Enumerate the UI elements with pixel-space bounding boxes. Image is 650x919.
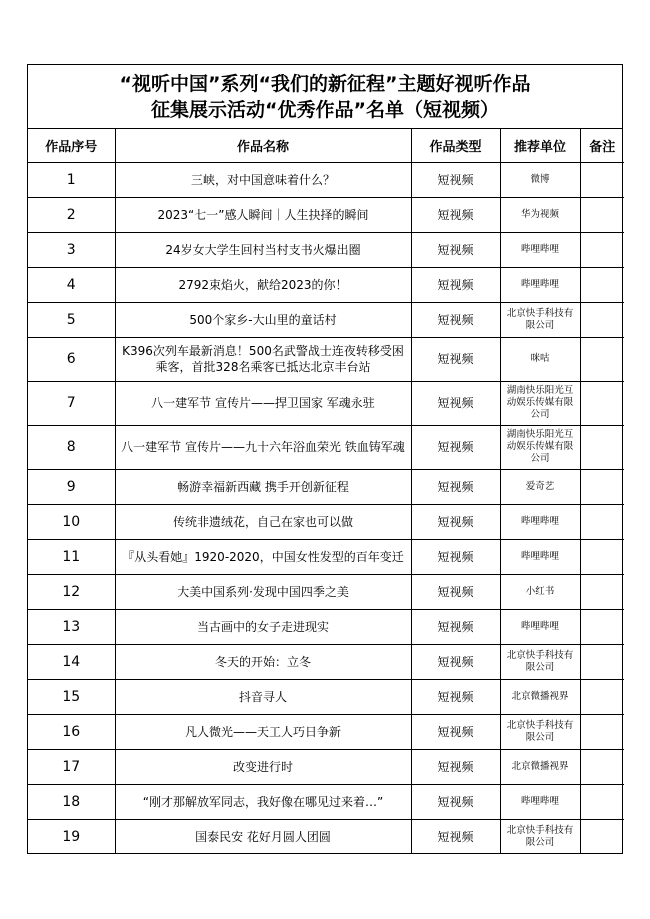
cell-seq: 1 [28, 162, 115, 197]
cell-seq: 2 [28, 197, 115, 232]
cell-note [580, 302, 624, 337]
cell-seq: 7 [28, 381, 115, 425]
table-row [28, 644, 624, 679]
cell-seq: 4 [28, 267, 115, 302]
cell-name: 2023“七一”感人瞬间｜人生抉择的瞬间 [115, 197, 411, 232]
cell-unit: 哔哩哔哩 [500, 504, 580, 539]
cell-name: 24岁女大学生回村当村支书火爆出圈 [115, 232, 411, 267]
header-note: 备注 [580, 129, 624, 162]
cell-unit: 华为视频 [500, 197, 580, 232]
cell-unit: 北京快手科技有限公司 [500, 644, 580, 679]
table-row [28, 714, 624, 749]
cell-name: 凡人微光——天工人巧日争新 [115, 714, 411, 749]
cell-type: 短视频 [411, 539, 500, 574]
cell-seq: 14 [28, 644, 115, 679]
cell-name: 冬天的开始：立冬 [115, 644, 411, 679]
cell-seq: 18 [28, 784, 115, 819]
award-list-sheet [27, 64, 623, 854]
cell-seq: 5 [28, 302, 115, 337]
cell-unit: 北京快手科技有限公司 [500, 714, 580, 749]
cell-type: 短视频 [411, 425, 500, 469]
cell-seq: 10 [28, 504, 115, 539]
cell-seq: 3 [28, 232, 115, 267]
cell-type: 短视频 [411, 714, 500, 749]
cell-type: 短视频 [411, 337, 500, 381]
table-row [28, 162, 624, 197]
table-row [28, 469, 624, 504]
cell-type: 短视频 [411, 609, 500, 644]
table-row [28, 232, 624, 267]
table-header-row [28, 129, 624, 162]
table-row [28, 819, 624, 854]
cell-note [580, 609, 624, 644]
cell-name: 『从头看她』1920-2020，中国女性发型的百年变迁 [115, 539, 411, 574]
cell-unit: 咪咕 [500, 337, 580, 381]
cell-type: 短视频 [411, 469, 500, 504]
cell-note [580, 469, 624, 504]
cell-note [580, 574, 624, 609]
cell-type: 短视频 [411, 381, 500, 425]
table-row [28, 504, 624, 539]
document-title [28, 65, 622, 129]
cell-note [580, 714, 624, 749]
cell-unit: 北京快手科技有限公司 [500, 302, 580, 337]
table-row [28, 679, 624, 714]
cell-unit: 哔哩哔哩 [500, 784, 580, 819]
cell-name: 八一建军节 宣传片——九十六年浴血荣光 铁血铸军魂 [115, 425, 411, 469]
works-table [28, 129, 624, 854]
cell-type: 短视频 [411, 267, 500, 302]
cell-unit: 爱奇艺 [500, 469, 580, 504]
cell-note [580, 784, 624, 819]
cell-type: 短视频 [411, 574, 500, 609]
table-row [28, 574, 624, 609]
cell-seq: 6 [28, 337, 115, 381]
cell-note [580, 644, 624, 679]
cell-name: 八一建军节 宣传片——捍卫国家 军魂永驻 [115, 381, 411, 425]
cell-name: 改变进行时 [115, 749, 411, 784]
table-row [28, 267, 624, 302]
cell-note [580, 197, 624, 232]
cell-note [580, 337, 624, 381]
header-unit: 推荐单位 [500, 129, 580, 162]
table-row [28, 539, 624, 574]
cell-note [580, 162, 624, 197]
cell-name: K396次列车最新消息！500名武警战士连夜转移受困乘客，首批328名乘客已抵达北京丰台站 [115, 337, 411, 381]
cell-type: 短视频 [411, 679, 500, 714]
cell-unit: 湖南快乐阳光互动娱乐传媒有限公司 [500, 425, 580, 469]
cell-note [580, 381, 624, 425]
table-row [28, 197, 624, 232]
table-row [28, 337, 624, 381]
cell-type: 短视频 [411, 162, 500, 197]
cell-seq: 12 [28, 574, 115, 609]
cell-seq: 9 [28, 469, 115, 504]
cell-seq: 19 [28, 819, 115, 854]
table-row [28, 302, 624, 337]
cell-name: “刚才那解放军同志，我好像在哪见过来着…” [115, 784, 411, 819]
cell-unit: 哔哩哔哩 [500, 609, 580, 644]
cell-note [580, 232, 624, 267]
cell-note [580, 267, 624, 302]
cell-unit: 哔哩哔哩 [500, 267, 580, 302]
cell-type: 短视频 [411, 197, 500, 232]
cell-unit: 北京快手科技有限公司 [500, 819, 580, 854]
table-row [28, 609, 624, 644]
cell-note [580, 425, 624, 469]
table-row [28, 749, 624, 784]
cell-unit: 北京微播视界 [500, 679, 580, 714]
cell-type: 短视频 [411, 784, 500, 819]
cell-type: 短视频 [411, 232, 500, 267]
cell-type: 短视频 [411, 749, 500, 784]
cell-seq: 11 [28, 539, 115, 574]
cell-name: 国泰民安 花好月圆人团圆 [115, 819, 411, 854]
cell-type: 短视频 [411, 644, 500, 679]
cell-type: 短视频 [411, 819, 500, 854]
cell-name: 500个家乡-大山里的童话村 [115, 302, 411, 337]
title-line-1: “视听中国”系列“我们的新征程”主题好视听作品 [119, 73, 531, 95]
cell-note [580, 819, 624, 854]
cell-name: 传统非遗绒花，自己在家也可以做 [115, 504, 411, 539]
header-type: 作品类型 [411, 129, 500, 162]
title-line-2: 征集展示活动“优秀作品”名单（短视频） [151, 99, 499, 121]
cell-name: 大美中国系列·发现中国四季之美 [115, 574, 411, 609]
header-name: 作品名称 [115, 129, 411, 162]
cell-name: 畅游幸福新西藏 携手开创新征程 [115, 469, 411, 504]
cell-name: 2792束焰火，献给2023的你！ [115, 267, 411, 302]
cell-unit: 哔哩哔哩 [500, 539, 580, 574]
cell-seq: 17 [28, 749, 115, 784]
cell-unit: 微博 [500, 162, 580, 197]
cell-name: 当古画中的女子走进现实 [115, 609, 411, 644]
header-seq: 作品序号 [28, 129, 115, 162]
cell-seq: 13 [28, 609, 115, 644]
cell-type: 短视频 [411, 504, 500, 539]
table-row [28, 381, 624, 425]
cell-note [580, 749, 624, 784]
cell-note [580, 504, 624, 539]
cell-type: 短视频 [411, 302, 500, 337]
cell-name: 抖音寻人 [115, 679, 411, 714]
cell-unit: 湖南快乐阳光互动娱乐传媒有限公司 [500, 381, 580, 425]
cell-unit: 小红书 [500, 574, 580, 609]
cell-name: 三峡，对中国意味着什么？ [115, 162, 411, 197]
cell-note [580, 679, 624, 714]
cell-seq: 8 [28, 425, 115, 469]
table-row [28, 425, 624, 469]
cell-note [580, 539, 624, 574]
cell-seq: 16 [28, 714, 115, 749]
cell-unit: 哔哩哔哩 [500, 232, 580, 267]
table-row [28, 784, 624, 819]
cell-unit: 北京微播视界 [500, 749, 580, 784]
cell-seq: 15 [28, 679, 115, 714]
